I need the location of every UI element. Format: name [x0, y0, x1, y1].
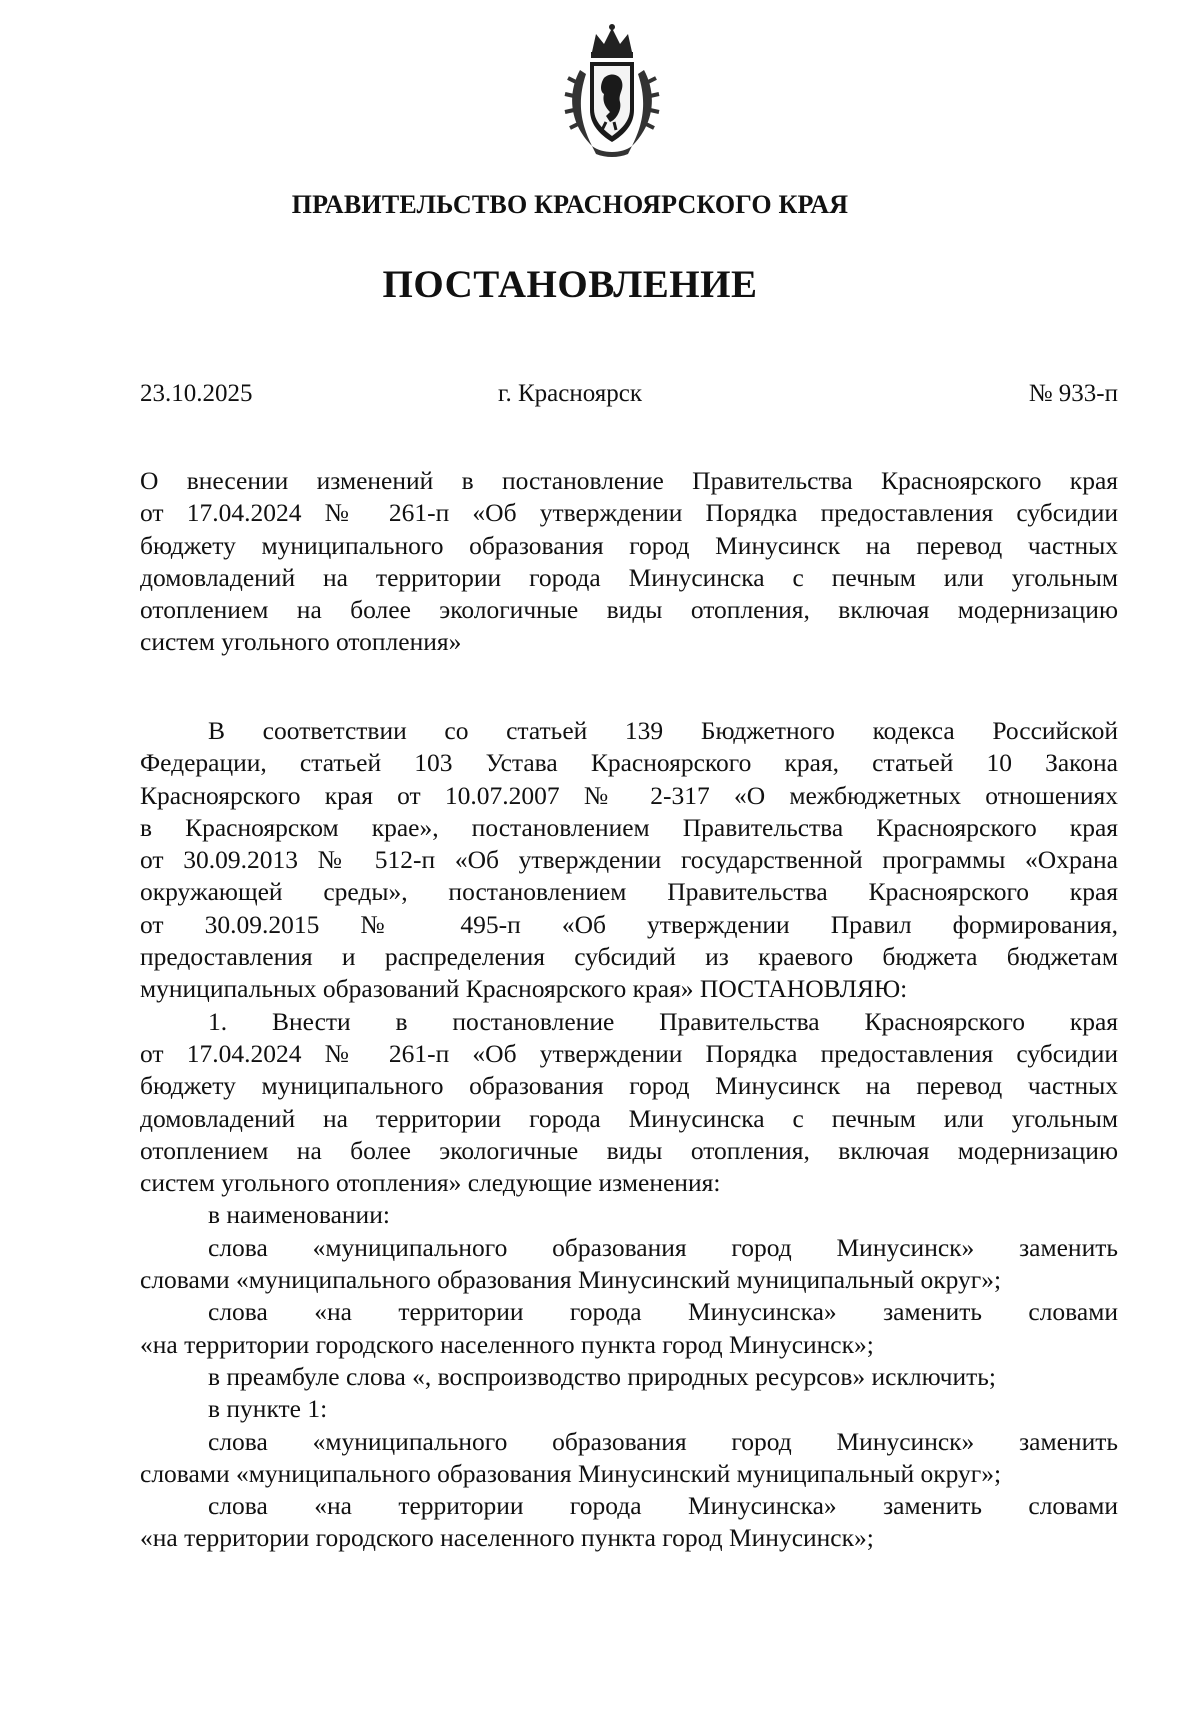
- body-line: от 30.09.2015 № 495-п «Об утверждении Правил формирования,: [140, 909, 1118, 939]
- document-date: 23.10.2025: [140, 380, 253, 407]
- subject-line: О внесении изменений в постановление Правительства Красноярского края: [140, 466, 1118, 495]
- body-line: Красноярского края от 10.07.2007 № 2-317 «О межбюджетных отношениях: [140, 780, 1118, 810]
- body-line: от 30.09.2013 № 512-п «Об утверждении государственной программы «Охрана: [140, 845, 1118, 875]
- body-line: словами «муниципального образования Минусинский муниципальный округ»;: [140, 1265, 1002, 1295]
- body-line: в пункте 1:: [208, 1394, 328, 1424]
- body-line: муниципальных образований Красноярского края» ПОСТАНОВЛЯЮ:: [140, 974, 908, 1004]
- body-line: «на территории городского населенного пункта город Минусинск»;: [140, 1523, 874, 1553]
- document-body: [140, 715, 1118, 1555]
- body-line: бюджету муниципального образования город Минусинск на перевод частных: [140, 1071, 1118, 1101]
- subject-line: бюджету муниципального образования город Минусинск на перевод частных: [140, 530, 1118, 560]
- body-line: слова «на территории города Минусинска» заменить словами: [208, 1297, 1118, 1327]
- subject-line: домовладений на территории города Минусинска с печным или угольным: [140, 562, 1118, 592]
- subject-line: систем угольного отопления»: [140, 627, 462, 657]
- body-line: В соответствии со статьей 139 Бюджетного кодекса Российской: [208, 716, 1118, 745]
- subject-line: отоплением на более экологичные виды отопления, включая модернизацию: [140, 595, 1118, 625]
- body-line: слова «муниципального образования город Минусинск» заменить: [208, 1426, 1118, 1456]
- body-line: слова «муниципального образования город Минусинск» заменить: [208, 1232, 1118, 1262]
- body-line: предоставления и распределения субсидий из краевого бюджета бюджетам: [140, 942, 1118, 972]
- body-line: слова «на территории города Минусинска» заменить словами: [208, 1491, 1118, 1521]
- body-line: Федерации, статьей 103 Устава Красноярского края, статьей 10 Закона: [140, 748, 1118, 778]
- body-line: в Красноярском крае», постановлением Правительства Красноярского края: [140, 812, 1118, 842]
- body-line: от 17.04.2024 № 261-п «Об утверждении Порядка предоставления субсидии: [140, 1038, 1118, 1068]
- body-line: в наименовании:: [208, 1200, 390, 1230]
- body-line: домовладений на территории города Минусинска с печным или угольным: [140, 1103, 1118, 1133]
- organization-title: ПРАВИТЕЛЬСТВО КРАСНОЯРСКОГО КРАЯ: [291, 190, 849, 219]
- document-city: г. Красноярск: [498, 380, 642, 407]
- body-line: словами «муниципального образования Минусинский муниципальный округ»;: [140, 1458, 1002, 1488]
- body-line: систем угольного отопления» следующие изменения:: [140, 1168, 721, 1198]
- body-line: «на территории городского населенного пункта город Минусинск»;: [140, 1329, 874, 1359]
- document-type-title: ПОСТАНОВЛЕНИЕ: [382, 263, 758, 306]
- document-subject: [140, 465, 1118, 659]
- body-line: окружающей среды», постановлением Правительства Красноярского края: [140, 877, 1118, 907]
- body-line: 1. Внести в постановление Правительства Красноярского края: [208, 1006, 1118, 1036]
- document-number: № 933-п: [1028, 380, 1118, 407]
- subject-line: от 17.04.2024 № 261-п «Об утверждении Порядка предоставления субсидии: [140, 498, 1118, 528]
- coat-of-arms-icon: [562, 22, 662, 158]
- body-line: в преамбуле слова «, воспроизводство природных ресурсов» исключить;: [208, 1361, 996, 1391]
- body-line: отоплением на более экологичные виды отопления, включая модернизацию: [140, 1135, 1118, 1165]
